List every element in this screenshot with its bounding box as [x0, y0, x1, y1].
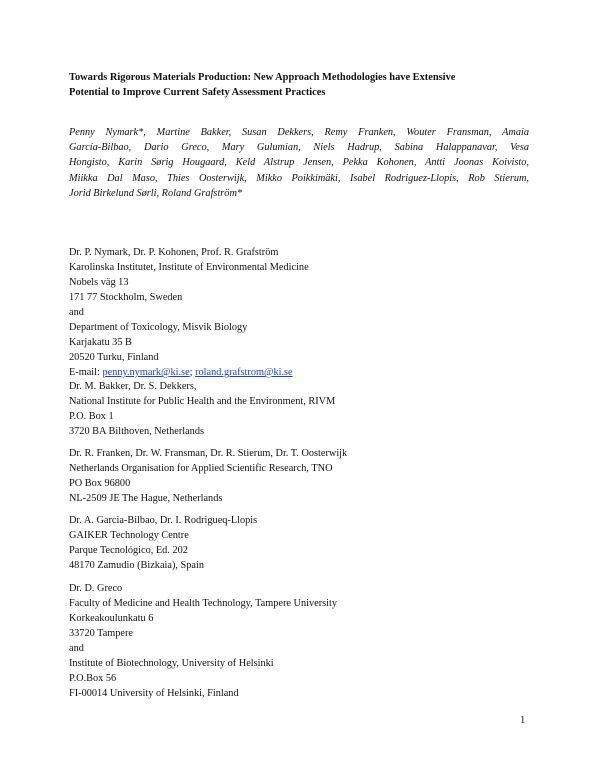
author-line: Jorid Birkelund Sørli, Roland Grafström* — [69, 187, 243, 199]
email-link-grafstrom[interactable]: roland.grafstrom@ki.se — [195, 367, 293, 378]
affiliation-line: 48170 Zamudio (Bizkaia), Spain — [69, 560, 204, 571]
author-line: Penny Nymark*, Martine Bakker, Susan Dekkers, Remy Franken, Wouter Fransman, Amaia — [69, 127, 529, 138]
title-line: Towards Rigorous Materials Production: New Approach Methodologies have Extensive — [69, 72, 456, 83]
author-line: Hongisto, Karin Sørig Hougaard, Keld Alstrup Jensen, Pekka Kohonen, Antti Joonas Koivisto, — [69, 157, 529, 169]
page-number: 1 — [520, 715, 526, 726]
email-link-nymark[interactable]: penny.nymark@ki.se — [102, 367, 190, 378]
affiliation-line: Dr. R. Franken, Dr. W. Fransman, Dr. R. Stierum, Dr. T. Oosterwijk — [69, 448, 348, 459]
affiliation-line: Institute of Biotechnology, University of Helsinki — [69, 658, 274, 669]
affiliation-line: 33720 Tampere — [69, 628, 133, 639]
author-line: Miikka Dal Maso, Thies Oosterwijk, Mikko Poikkimäki, Isabel Rodriguez-Llopis, Rob Stierum, — [69, 172, 529, 184]
paper-title — [69, 70, 539, 100]
affiliation-line: 20520 Turku, Finland — [69, 352, 159, 363]
affiliation-line: P.O. Box 1 — [69, 411, 114, 422]
affiliation-line: Karolinska Institutet, Institute of Environmental Medicine — [69, 262, 309, 273]
affiliation-line: Netherlands Organisation for Applied Scientific Research, TNO — [69, 463, 333, 474]
affiliation-line: Department of Toxicology, Misvik Biology — [69, 322, 248, 333]
affiliation-line: Faculty of Medicine and Health Technology, Tampere University — [69, 598, 338, 609]
affiliation-line: NL-2509 JE The Hague, Netherlands — [69, 493, 223, 504]
affiliation-line: Korkeakoulunkatu 6 — [69, 613, 154, 624]
affiliation-line: GAIKER Technology Centre — [69, 530, 189, 541]
affiliation-line: 171 77 Stockholm, Sweden — [69, 292, 183, 303]
affiliation-line: and — [69, 307, 84, 318]
affiliation-rivm — [69, 379, 529, 439]
affiliation-line: P.O.Box 56 — [69, 673, 117, 684]
affiliation-line: PO Box 96800 — [69, 478, 131, 489]
affiliation-line: Dr. M. Bakker, Dr. S. Dekkers, — [69, 381, 197, 392]
affiliation-line: Nobels väg 13 — [69, 277, 129, 288]
title-line: Potential to Improve Current Safety Assessment Practices — [69, 87, 326, 98]
email-line — [69, 365, 529, 380]
email-label: E-mail: — [69, 367, 103, 378]
affiliation-karolinska — [69, 245, 529, 380]
affiliation-line: Parque Tecnológico, Ed. 202 — [69, 545, 188, 556]
affiliation-gaiker — [69, 513, 529, 573]
affiliation-line: Dr. A. Garcia-Bilbao, Dr. I. Rodrigueq-Llopis — [69, 515, 258, 526]
affiliation-tno — [69, 446, 529, 506]
affiliation-line: National Institute for Public Health and the Environment, RIVM — [69, 396, 336, 407]
affiliation-line: Karjakatu 35 B — [69, 337, 132, 348]
affiliation-line: and — [69, 643, 84, 654]
author-list — [69, 125, 529, 201]
affiliation-tampere — [69, 581, 529, 701]
author-line: García-Bilbao, Dario Greco, Mary Gulumian, Niels Hadrup, Sabina Halappanavar, Vesa — [69, 142, 529, 154]
affiliation-line: FI-00014 University of Helsinki, Finland — [69, 688, 239, 699]
affiliation-line: Dr. D. Greco — [69, 583, 123, 594]
affiliation-line: Dr. P. Nymark, Dr. P. Kohonen, Prof. R. Grafström — [69, 247, 279, 258]
email-separator: ; — [189, 367, 196, 378]
affiliation-line: 3720 BA Bilthoven, Netherlands — [69, 426, 204, 437]
